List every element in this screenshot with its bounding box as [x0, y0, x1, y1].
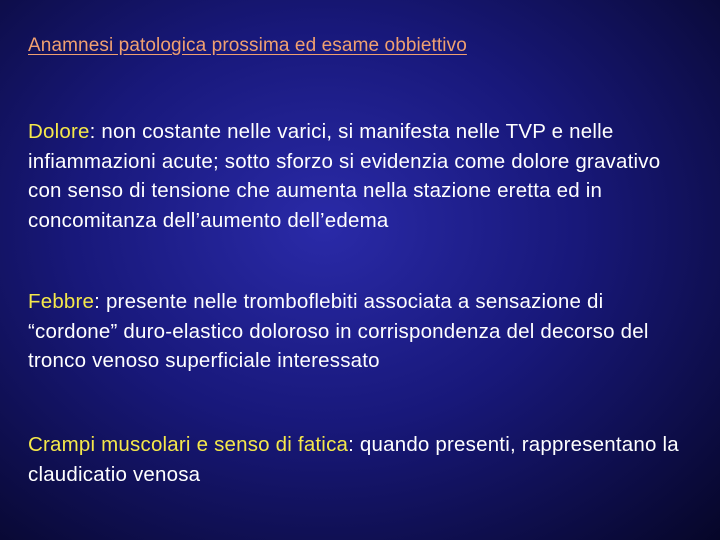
paragraph-crampi [28, 430, 698, 489]
slide-title: Anamnesi patologica prossima ed esame obbiettivo [28, 35, 467, 56]
paragraph-febbre [28, 287, 698, 376]
separator: : [348, 433, 355, 456]
separator: : [94, 290, 101, 313]
separator: : [89, 120, 96, 143]
paragraph-text: presente nelle tromboflebiti associata a sensazione di “cordone” duro-elastico doloroso in corrispondenza del decorso del tronco venoso superficiale interessato [28, 290, 649, 372]
term-crampi: Crampi muscolari e senso di fatica [28, 433, 349, 456]
term-dolore: Dolore [28, 120, 90, 143]
paragraph-dolore [28, 117, 698, 235]
term-febbre: Febbre [28, 290, 95, 313]
paragraph-text: non costante nelle varici, si manifesta nelle TVP e nelle infiammazioni acute; sotto sforzo si evidenzia come dolore gravativo con senso di tensione che aumenta nella stazione eretta ed in concomitanza dell’aumento dell’edema [28, 120, 661, 232]
paragraph-text: quando presenti, rappresentano la claudicatio venosa [28, 433, 679, 486]
